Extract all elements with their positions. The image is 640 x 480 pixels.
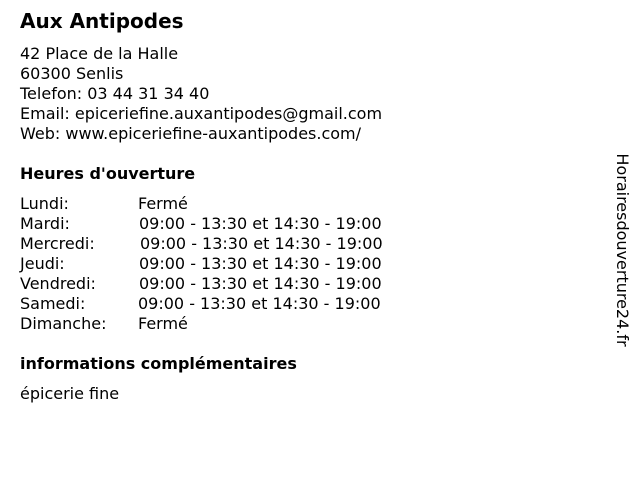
hours-row bbox=[20, 234, 440, 254]
hours-day: Mercredi: bbox=[20, 234, 95, 253]
phone-line: Telefon: 03 44 31 34 40 bbox=[20, 84, 210, 103]
info-text: épicerie fine bbox=[20, 384, 120, 403]
hours-day: Jeudi: bbox=[20, 254, 65, 273]
hours-day: Lundi: bbox=[20, 194, 69, 213]
hours-day: Vendredi: bbox=[20, 274, 96, 293]
hours-row bbox=[20, 294, 440, 314]
hours-time: 09:00 - 13:30 et 14:30 - 19:00 bbox=[140, 234, 383, 253]
info-heading: informations complémentaires bbox=[20, 354, 297, 373]
hours-row bbox=[20, 274, 440, 294]
hours-time: 09:00 - 13:30 et 14:30 - 19:00 bbox=[138, 294, 381, 313]
hours-time: 09:00 - 13:30 et 14:30 - 19:00 bbox=[139, 254, 382, 273]
hours-row bbox=[20, 194, 440, 214]
hours-time: Fermé bbox=[138, 194, 188, 213]
hours-day: Samedi: bbox=[20, 294, 86, 313]
hours-time: 09:00 - 13:30 et 14:30 - 19:00 bbox=[139, 214, 382, 233]
side-brand-text: Horairesdouverture24.fr bbox=[613, 153, 632, 347]
hours-row bbox=[20, 214, 440, 234]
web-line: Web: www.epiceriefine-auxantipodes.com/ bbox=[20, 124, 362, 143]
hours-heading: Heures d'ouverture bbox=[20, 164, 196, 183]
hours-row bbox=[20, 254, 440, 274]
address-city: 60300 Senlis bbox=[20, 64, 124, 83]
hours-day: Dimanche: bbox=[20, 314, 107, 333]
hours-row bbox=[20, 314, 440, 334]
hours-time: Fermé bbox=[138, 314, 188, 333]
hours-day: Mardi: bbox=[20, 214, 70, 233]
email-line: Email: epiceriefine.auxantipodes@gmail.com bbox=[20, 104, 383, 123]
hours-time: 09:00 - 13:30 et 14:30 - 19:00 bbox=[139, 274, 382, 293]
address-street: 42 Place de la Halle bbox=[20, 44, 179, 63]
business-name: Aux Antipodes bbox=[20, 9, 184, 33]
